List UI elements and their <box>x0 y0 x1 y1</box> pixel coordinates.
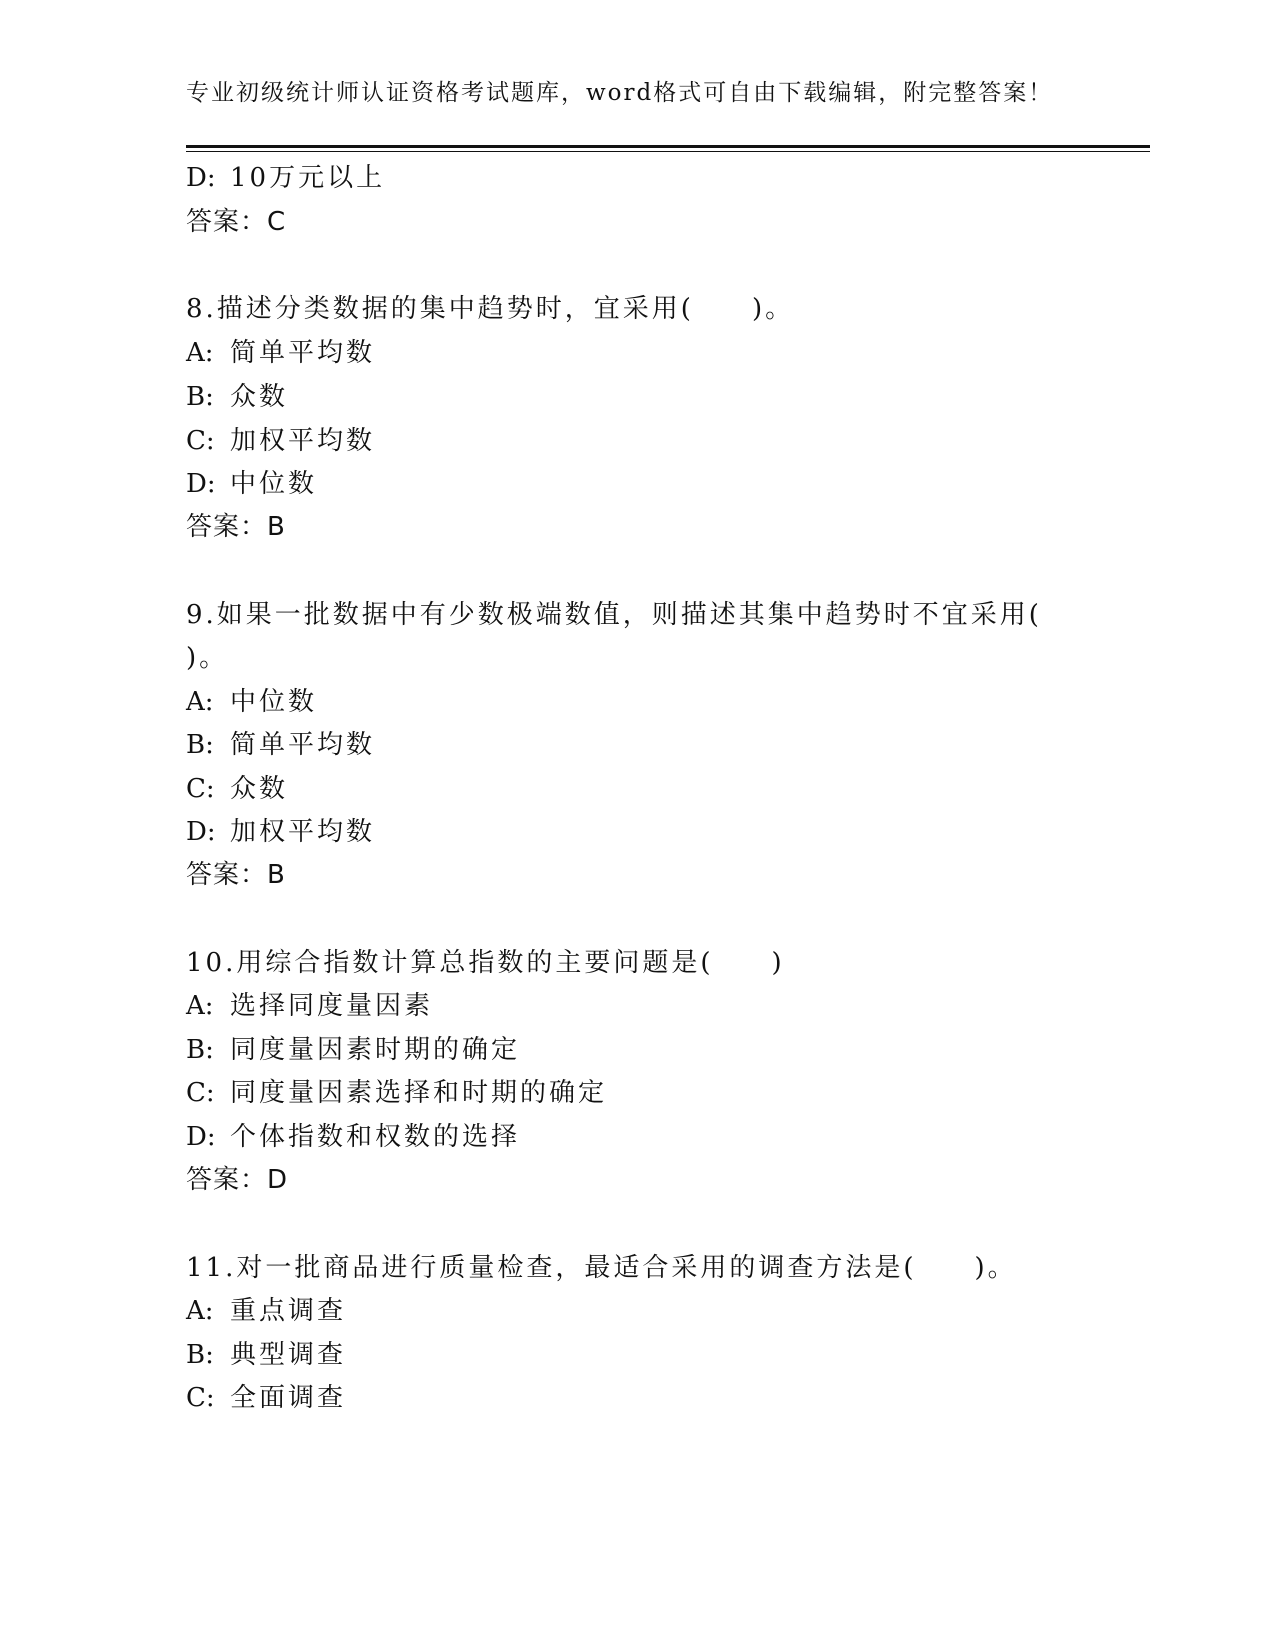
option-c <box>186 1382 346 1414</box>
option-label: D: <box>186 817 216 847</box>
option-c <box>186 1077 607 1109</box>
option-text: 同度量因素时期的确定 <box>230 1035 521 1065</box>
option-text: 同度量因素选择和时期的确定 <box>230 1078 608 1108</box>
question-stem: 10.用综合指数计算总指数的主要问题是( ) <box>186 948 785 978</box>
option-d <box>186 162 385 194</box>
option-text: 中位数 <box>230 469 318 499</box>
header-rule-thick <box>186 145 1150 148</box>
option-text: 典型调查 <box>230 1340 347 1370</box>
option-text: 全面调查 <box>230 1383 347 1413</box>
option-label: D: <box>186 1122 216 1152</box>
question-stem-continued: )。 <box>186 643 229 673</box>
header-rule-thin <box>186 151 1150 152</box>
option-label: A: <box>186 991 214 1021</box>
option-d <box>186 816 375 848</box>
answer-line: 答案：D <box>186 1165 289 1195</box>
option-text: 众数 <box>230 774 289 804</box>
option-text: 加权平均数 <box>230 817 376 847</box>
option-label: D: <box>186 469 216 499</box>
option-c <box>186 773 288 805</box>
question-stem: 11.对一批商品进行质量检查，最适合采用的调查方法是( )。 <box>186 1253 1017 1283</box>
question-stem: 9.如果一批数据中有少数极端数值，则描述其集中趋势时不宜采用( <box>186 600 1042 630</box>
option-text: 选择同度量因素 <box>230 991 434 1021</box>
option-b <box>186 729 375 761</box>
option-label: C: <box>186 426 215 456</box>
option-d <box>186 1121 520 1153</box>
option-label: D: <box>186 163 216 193</box>
option-b <box>186 1034 520 1066</box>
option-label: A: <box>186 1296 214 1326</box>
option-a <box>186 337 375 369</box>
answer-line: 答案：C <box>186 207 287 237</box>
option-b <box>186 1339 346 1371</box>
option-a <box>186 686 317 718</box>
option-label: C: <box>186 1078 215 1108</box>
answer-line: 答案：B <box>186 512 286 542</box>
option-label: B: <box>186 1340 214 1370</box>
option-label: B: <box>186 382 214 412</box>
option-d <box>186 468 317 500</box>
option-text: 简单平均数 <box>230 338 376 368</box>
option-text: 加权平均数 <box>230 426 376 456</box>
option-a <box>186 1295 346 1327</box>
question-stem: 8.描述分类数据的集中趋势时，宜采用( )。 <box>186 294 795 324</box>
option-c <box>186 425 375 457</box>
page-header: 专业初级统计师认证资格考试题库，word格式可自由下载编辑，附完整答案！ <box>186 80 1054 106</box>
answer-line: 答案：B <box>186 860 286 890</box>
option-label: A: <box>186 338 214 368</box>
option-label: C: <box>186 774 215 804</box>
option-label: A: <box>186 687 214 717</box>
option-text: 中位数 <box>230 687 318 717</box>
option-text: 10万元以上 <box>230 163 386 193</box>
option-text: 重点调查 <box>230 1296 347 1326</box>
option-text: 众数 <box>230 382 289 412</box>
option-b <box>186 381 288 413</box>
option-text: 简单平均数 <box>230 730 376 760</box>
option-label: B: <box>186 730 214 760</box>
option-label: C: <box>186 1383 215 1413</box>
option-a <box>186 990 433 1022</box>
option-label: B: <box>186 1035 214 1065</box>
option-text: 个体指数和权数的选择 <box>230 1122 521 1152</box>
